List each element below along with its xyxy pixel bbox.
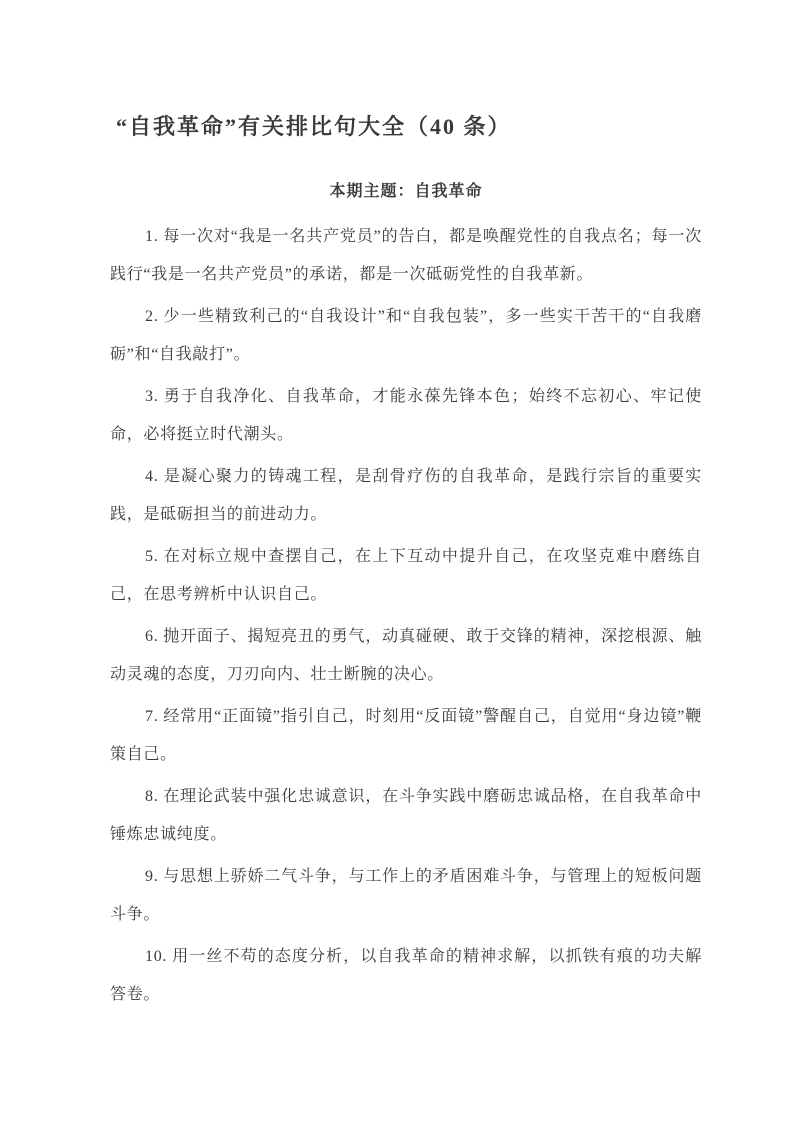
paragraph-item: 7. 经常用“正面镜”指引自己，时刻用“反面镜”警醒自己，自觉用“身边镜”鞭策自己。	[110, 708, 702, 763]
document-title: “自我革命”有关排比句大全（40 条）	[116, 114, 512, 139]
paragraph-item: 2. 少一些精致利己的“自我设计”和“自我包装”，多一些实干苦干的“自我磨砺”和“自我敲打”。	[110, 308, 702, 363]
paragraph-item: 3. 勇于自我净化、自我革命，才能永葆先锋本色；始终不忘初心、牢记使命，必将挺立时代潮头。	[110, 388, 702, 443]
document-subtitle: 本期主题：自我革命	[329, 183, 483, 200]
paragraph-item: 8. 在理论武装中强化忠诚意识，在斗争实践中磨砺忠诚品格，在自我革命中锤炼忠诚纯度。	[110, 788, 702, 843]
paragraph-item: 9. 与思想上骄娇二气斗争，与工作上的矛盾困难斗争，与管理上的短板问题斗争。	[110, 868, 702, 923]
paragraph-list	[110, 218, 702, 1014]
paragraph-item: 5. 在对标立规中查摆自己，在上下互动中提升自己，在攻坚克难中磨练自己，在思考辨析中认识自己。	[110, 548, 702, 603]
paragraph-item: 10. 用一丝不苟的态度分析，以自我革命的精神求解，以抓铁有痕的功夫解答卷。	[110, 948, 702, 1003]
paragraph-item: 6. 抛开面子、揭短亮丑的勇气，动真碰硬、敢于交锋的精神，深挖根源、触动灵魂的态度，刀刃向内、壮士断腕的决心。	[110, 628, 702, 683]
paragraph-item: 4. 是凝心聚力的铸魂工程，是刮骨疗伤的自我革命，是践行宗旨的重要实践，是砥砺担当的前进动力。	[110, 468, 702, 523]
paragraph-item: 1. 每一次对“我是一名共产党员”的告白，都是唤醒党性的自我点名；每一次践行“我是一名共产党员”的承诺，都是一次砥砺党性的自我革新。	[110, 228, 702, 283]
